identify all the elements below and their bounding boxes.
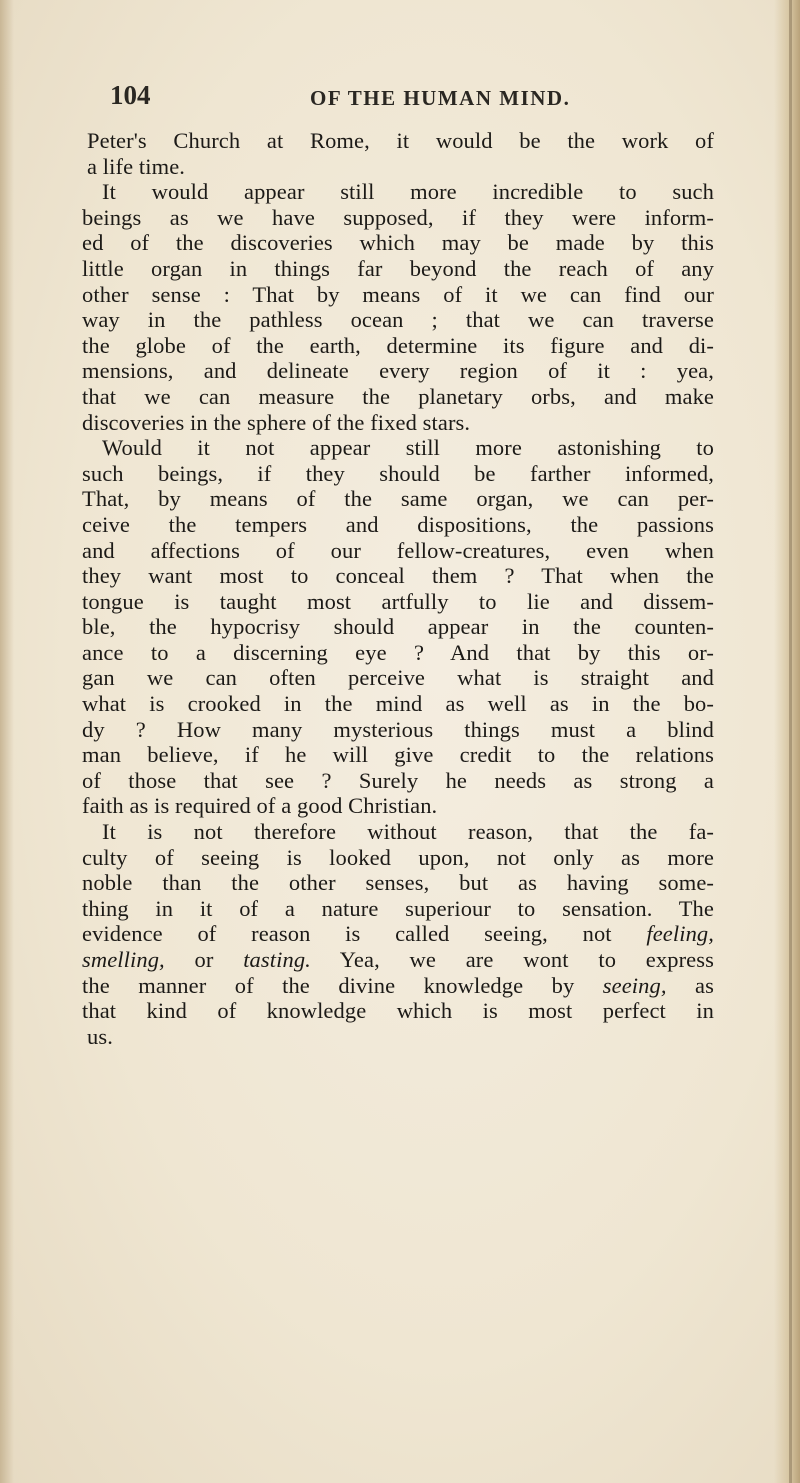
- text-line: man believe, if he will give credit to the relations: [82, 742, 714, 768]
- text-line: us.: [87, 1023, 113, 1049]
- text-line: evidence of reason is called seeing, not feeling,: [82, 921, 715, 947]
- text-line: way in the pathless ocean ; that we can traverse: [82, 307, 714, 333]
- text-line: gan we can often perceive what is straight and: [82, 665, 714, 691]
- text-line: they want most to conceal them ? That when the: [82, 563, 714, 589]
- text-line: the manner of the divine knowledge by seeing, as: [82, 972, 714, 998]
- text-line: smelling, or tasting. Yea, we are wont to express: [82, 947, 714, 972]
- page-left-shadow: [0, 0, 14, 1483]
- text-line: a life time.: [87, 153, 186, 179]
- text-line: discoveries in the sphere of the fixed stars.: [82, 409, 471, 435]
- text-line: Would it not appear still more astonishing to: [102, 435, 714, 461]
- text-line: that kind of knowledge which is most perfect in: [82, 998, 714, 1024]
- text-line: such beings, if they should be farther informed,: [82, 460, 714, 486]
- text-line: beings as we have supposed, if they were inform-: [82, 204, 714, 230]
- text-line: little organ in things far beyond the reach of any: [82, 255, 714, 281]
- text-line: It is not therefore without reason, that the fa-: [102, 819, 714, 845]
- text-line: and affections of our fellow-creatures, even when: [82, 537, 714, 563]
- text-line: of those that see ? Surely he needs as strong a: [82, 767, 714, 793]
- text-line: dy ? How many mysterious things must a blind: [82, 716, 714, 742]
- text-line: ble, the hypocrisy should appear in the counten-: [82, 614, 714, 640]
- text-line: the globe of the earth, determine its figure and di-: [82, 332, 714, 358]
- text-line: Peter's Church at Rome, it would be the work of: [87, 128, 714, 153]
- text-line: thing in it of a nature superiour to sensation. The: [82, 895, 714, 921]
- text-line: mensions, and delineate every region of it : yea,: [82, 358, 714, 384]
- text-line: ceive the tempers and dispositions, the passions: [82, 511, 714, 537]
- page-binding-line: [789, 0, 792, 1483]
- text-line: tongue is taught most artfully to lie and dissem-: [82, 588, 714, 614]
- text-line: other sense : That by means of it we can find our: [82, 281, 714, 307]
- body-text: [82, 128, 714, 1049]
- text-line: ance to a discerning eye ? And that by this or-: [82, 639, 714, 665]
- text-line: what is crooked in the mind as well as in the bo-: [82, 691, 714, 717]
- text-line: faith as is required of a good Christian.: [82, 793, 438, 819]
- page-number: 104: [110, 80, 151, 110]
- page-right-edge: [774, 0, 800, 1483]
- text-line: It would appear still more incredible to such: [102, 179, 714, 205]
- page-header: [110, 80, 670, 124]
- text-line: That, by means of the same organ, we can per-: [82, 486, 714, 512]
- text-line: noble than the other senses, but as having some-: [82, 870, 714, 896]
- running-head: OF THE HUMAN MIND.: [310, 86, 571, 110]
- text-line: culty of seeing is looked upon, not only as more: [82, 844, 714, 870]
- text-line: ed of the discoveries which may be made by this: [82, 230, 714, 256]
- text-line: that we can measure the planetary orbs, and make: [82, 383, 714, 409]
